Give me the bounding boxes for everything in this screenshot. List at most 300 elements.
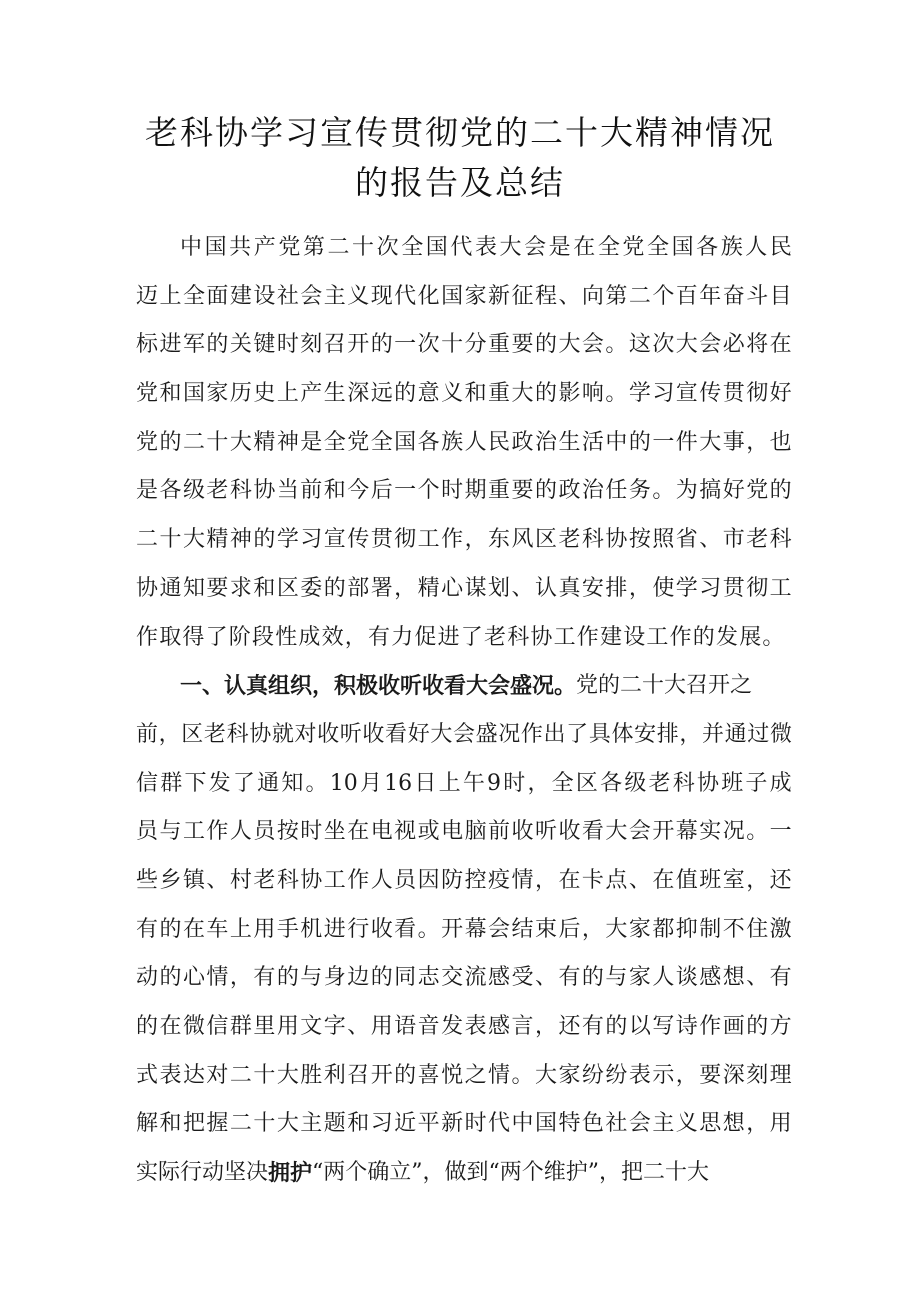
char: 习: [699, 575, 722, 601]
char: 有: [769, 965, 792, 991]
char: 代: [488, 1111, 511, 1137]
char: ，: [464, 527, 487, 553]
char: 思: [699, 1111, 722, 1137]
paragraph-1-line: [136, 273, 792, 322]
char: 按: [628, 527, 651, 553]
char: 当: [276, 478, 299, 504]
char: 排: [656, 721, 679, 747]
char: 的: [159, 429, 182, 455]
char: 群: [229, 1014, 252, 1039]
char: 协: [300, 867, 323, 893]
char: 风: [511, 527, 534, 553]
char: 神: [276, 429, 299, 455]
char: 十: [159, 527, 182, 553]
paragraph-2-line: [136, 1052, 792, 1101]
char: 谋: [464, 575, 487, 601]
char: 抑: [675, 916, 698, 942]
char: 级: [624, 770, 647, 796]
char: 音: [417, 1014, 440, 1039]
char: 车: [206, 916, 229, 942]
char: 时: [441, 478, 464, 504]
char: 、: [206, 867, 229, 893]
char: 流: [464, 965, 487, 991]
char: 住: [746, 916, 769, 942]
char: 大: [605, 916, 628, 942]
char: ，: [746, 429, 769, 455]
char: 好: [407, 721, 430, 747]
char: 月: [359, 770, 382, 796]
char: 心: [441, 575, 464, 601]
char: 。: [652, 478, 675, 504]
char: 收: [370, 916, 393, 942]
char: 排: [605, 575, 628, 601]
char: 民: [769, 235, 792, 260]
paragraph-2-line: [136, 808, 792, 857]
char: 党: [622, 235, 645, 260]
char: 的: [746, 1014, 769, 1039]
char: 求: [229, 575, 252, 601]
char: 在: [347, 819, 370, 845]
char: 学: [276, 527, 299, 553]
char: 文: [300, 1014, 323, 1039]
char: 召: [347, 1062, 370, 1088]
char: 任: [605, 478, 628, 504]
char: ，: [229, 965, 252, 991]
char: 会: [628, 819, 651, 845]
char: 人: [745, 235, 768, 260]
char: 二: [327, 235, 350, 260]
char: 认: [534, 575, 557, 601]
char: 特: [558, 1111, 581, 1137]
char: 字: [323, 1014, 346, 1039]
char: 画: [722, 1014, 745, 1039]
char: 历: [229, 381, 252, 407]
char: 将: [746, 332, 769, 358]
char: 示: [652, 1062, 675, 1088]
char: 结: [511, 916, 534, 942]
char: 协: [605, 527, 628, 553]
char: 况: [498, 721, 521, 747]
char: 署: [370, 575, 393, 601]
char: 时: [464, 1111, 487, 1137]
char: 班: [699, 867, 722, 893]
char: 今: [347, 478, 370, 504]
char: 义: [347, 283, 370, 309]
char: 的: [159, 965, 182, 991]
char: 纷: [581, 1062, 604, 1088]
char: 党: [347, 429, 370, 455]
char: 大: [276, 1111, 299, 1137]
char: 同: [394, 965, 417, 991]
paragraph-1-line: [136, 565, 792, 614]
char: 对: [206, 1062, 229, 1088]
char: 后: [370, 478, 393, 504]
char: 的: [253, 527, 276, 553]
char: 、: [746, 965, 769, 991]
char: 次: [376, 235, 399, 260]
char: 的: [769, 478, 792, 504]
char: 建: [229, 283, 252, 309]
char: 式: [136, 1062, 159, 1088]
paragraph-2-line: [136, 1100, 792, 1149]
char: 区: [181, 721, 204, 747]
char: 言: [511, 1014, 534, 1039]
char: 大: [229, 429, 252, 455]
char: 的: [534, 478, 557, 504]
char: 语: [394, 1014, 417, 1039]
char: 安: [581, 575, 604, 601]
char: 次: [417, 332, 440, 358]
char: 知: [182, 575, 205, 601]
char: 和: [323, 478, 346, 504]
char: 了: [566, 721, 589, 747]
paragraph-1-line: [136, 321, 792, 370]
char: 开: [441, 916, 464, 942]
char: 斗: [746, 283, 769, 309]
char: 意: [417, 381, 440, 407]
char: 是: [300, 429, 323, 455]
char: 成: [769, 770, 792, 796]
char: 上: [229, 916, 252, 942]
char: 主: [300, 1111, 323, 1137]
char: 关: [229, 332, 252, 358]
char: 信: [136, 770, 159, 796]
char: 过: [747, 721, 770, 747]
char: 主: [652, 1111, 675, 1137]
char: 志: [417, 965, 440, 991]
char: 学: [675, 575, 698, 601]
paragraph-2-line: [136, 1149, 792, 1198]
char: 控: [464, 867, 487, 893]
char: 大: [558, 332, 581, 358]
char: 会: [300, 283, 323, 309]
char: 的: [370, 332, 393, 358]
char: 会: [524, 235, 547, 260]
char: 值: [675, 867, 698, 893]
char: 进: [159, 332, 182, 358]
char: 国: [425, 235, 448, 260]
char: 午: [462, 770, 485, 796]
char: 传: [699, 381, 722, 407]
char: 在: [182, 916, 205, 942]
char: 党: [136, 429, 159, 455]
char: 因: [417, 867, 440, 893]
paragraph-1-line: [136, 224, 792, 273]
char: 十: [352, 235, 375, 260]
char: 工: [417, 527, 440, 553]
char: 收: [317, 721, 340, 747]
char: 近: [394, 1111, 417, 1137]
char: 通: [159, 575, 182, 601]
char: 用: [276, 1014, 299, 1039]
char: 全: [597, 235, 620, 260]
char: 产: [300, 381, 323, 407]
char: 时: [276, 332, 299, 358]
char: 习: [652, 381, 675, 407]
char: 员: [394, 867, 417, 893]
char: 各: [417, 429, 440, 455]
char: 的: [206, 332, 229, 358]
char: 科: [276, 867, 299, 893]
char: 情: [488, 1062, 511, 1088]
char: 员: [136, 819, 159, 845]
char: 老: [648, 770, 671, 796]
char: 搞: [699, 478, 722, 504]
char: 是: [548, 235, 571, 260]
char: ，: [679, 721, 702, 747]
char: 出: [543, 721, 566, 747]
char: 迈: [136, 283, 159, 309]
char: 生: [558, 429, 581, 455]
char: 二: [229, 1111, 252, 1137]
char: 响: [581, 381, 604, 407]
char: 和: [253, 575, 276, 601]
char: 分: [464, 332, 487, 358]
char: 实: [699, 819, 722, 845]
char: 老: [253, 867, 276, 893]
char: 解: [136, 1111, 159, 1137]
char: 知: [281, 770, 304, 796]
char: 或: [417, 819, 440, 845]
document-body: [136, 224, 792, 1198]
char: 协: [253, 478, 276, 504]
char: 。: [605, 332, 628, 358]
char: 新: [488, 283, 511, 309]
char: 好: [769, 381, 792, 407]
char: 代: [450, 235, 473, 260]
char: 大: [276, 1062, 299, 1088]
char: 开: [652, 819, 675, 845]
char: 省: [675, 527, 698, 553]
char: 国: [394, 429, 417, 455]
char: 人: [229, 819, 252, 845]
line-text: 实际行动坚决: [136, 1160, 269, 1186]
char: 工: [769, 575, 792, 601]
char: 色: [581, 1111, 604, 1137]
char: 具: [588, 721, 611, 747]
char: 各: [600, 770, 623, 796]
char: 前: [300, 478, 323, 504]
char: 安: [634, 721, 657, 747]
char: 军: [182, 332, 205, 358]
char: 精: [253, 429, 276, 455]
paragraph-2-line: [136, 954, 792, 1003]
char: 是: [136, 478, 159, 504]
char: 习: [300, 527, 323, 553]
char: 。: [305, 770, 328, 796]
char: 百: [675, 283, 698, 309]
char: 要: [699, 1062, 722, 1088]
char: 现: [370, 283, 393, 309]
char: 彻: [394, 527, 417, 553]
document-title: [0, 108, 920, 208]
char: 国: [534, 1111, 557, 1137]
char: 家: [558, 1062, 581, 1088]
char: 个: [652, 283, 675, 309]
char: 电: [441, 819, 464, 845]
char: 理: [769, 1062, 792, 1088]
line-text: “两个确立”，做到“两个维护”，把二十大: [312, 1160, 710, 1186]
char: 达: [182, 1062, 205, 1088]
char: 协: [249, 721, 272, 747]
char: ，: [534, 1014, 557, 1039]
char: 束: [534, 916, 557, 942]
char: 想: [722, 1111, 745, 1137]
char: 政: [558, 478, 581, 504]
char: 、: [628, 867, 651, 893]
char: 与: [159, 819, 182, 845]
char: ，: [746, 867, 769, 893]
char: 全: [370, 429, 393, 455]
char: 要: [206, 575, 229, 601]
char: 想: [722, 965, 745, 991]
char: 影: [558, 381, 581, 407]
char: 用: [769, 1111, 792, 1137]
char: 题: [323, 1111, 346, 1137]
char: 义: [675, 1111, 698, 1137]
char: 务: [628, 478, 651, 504]
char: 老: [558, 527, 581, 553]
char: 目: [769, 283, 792, 309]
char: 奋: [722, 283, 745, 309]
title-line-1: 老科协学习宣传贯彻党的二十大精神情况: [145, 113, 775, 152]
char: 与: [605, 965, 628, 991]
char: 情: [511, 867, 534, 893]
char: 卡: [581, 867, 604, 893]
char: 下: [184, 770, 207, 796]
char: 活: [581, 429, 604, 455]
char: 看: [581, 819, 604, 845]
char: 老: [206, 478, 229, 504]
char: 员: [253, 819, 276, 845]
char: 征: [511, 283, 534, 309]
char: 用: [370, 1014, 393, 1039]
char: 的: [136, 1014, 159, 1039]
char: 谈: [675, 965, 698, 991]
char: 彻: [746, 575, 769, 601]
char: 大: [699, 429, 722, 455]
char: 十: [206, 429, 229, 455]
char: ，: [628, 575, 651, 601]
line-text: 作取得了阶段性成效，有力促进了老科协工作建设工作的发展。: [136, 624, 786, 650]
char: 发: [208, 770, 231, 796]
char: 子: [745, 770, 768, 796]
char: ，: [675, 1062, 698, 1088]
char: 感: [488, 1014, 511, 1039]
char: 这: [628, 332, 651, 358]
char: 激: [769, 916, 792, 942]
char: 情: [206, 965, 229, 991]
char: 刻: [300, 332, 323, 358]
char: 表: [159, 1062, 182, 1088]
paragraph-2-line: [136, 662, 792, 711]
char: 主: [323, 283, 346, 309]
char: 、: [347, 1014, 370, 1039]
char: 还: [558, 1014, 581, 1039]
char: 和: [464, 381, 487, 407]
char: 真: [558, 575, 581, 601]
char: 。: [605, 381, 628, 407]
char: 表: [628, 1062, 651, 1088]
char: 要: [511, 332, 534, 358]
char: 。: [746, 819, 769, 845]
char: 族: [720, 235, 743, 260]
char: 要: [511, 478, 534, 504]
char: 全: [323, 429, 346, 455]
char: 动: [136, 965, 159, 991]
char: 大: [182, 527, 205, 553]
char: 和: [159, 381, 182, 407]
char: 大: [675, 332, 698, 358]
char: 重: [488, 478, 511, 504]
char: 。: [417, 916, 440, 942]
char: 作: [520, 721, 543, 747]
char: 党: [746, 478, 769, 504]
char: 感: [699, 965, 722, 991]
char: 了: [232, 770, 255, 796]
char: 贯: [722, 575, 745, 601]
char: 16: [384, 770, 413, 796]
char: 视: [394, 819, 417, 845]
char: 况: [722, 819, 745, 845]
section-heading: 一、认真组织，积极收听收看大会盛况。: [180, 673, 577, 700]
paragraph-2-line: [136, 857, 792, 906]
char: 各: [696, 235, 719, 260]
char: 协: [136, 575, 159, 601]
char: 幕: [675, 819, 698, 845]
char: 的: [276, 965, 299, 991]
char: 前: [488, 819, 511, 845]
char: 面: [206, 283, 229, 309]
char: 收: [558, 819, 581, 845]
char: 信: [206, 1014, 229, 1039]
char: 看: [385, 721, 408, 747]
char: 会: [452, 721, 475, 747]
char: 个: [417, 478, 440, 504]
char: 看: [394, 916, 417, 942]
char: 脑: [464, 819, 487, 845]
char: 大: [511, 381, 534, 407]
char: 设: [253, 283, 276, 309]
char: 表: [474, 235, 497, 260]
char: 部: [347, 575, 370, 601]
char: 人: [370, 867, 393, 893]
char: 级: [182, 478, 205, 504]
char: 必: [722, 332, 745, 358]
char: 作: [441, 527, 464, 553]
char: 社: [605, 1111, 628, 1137]
char: 之: [464, 1062, 487, 1088]
char: 日: [414, 770, 437, 796]
paragraph-1-line: [136, 467, 792, 516]
char: 各: [159, 478, 182, 504]
char: 不: [722, 916, 745, 942]
char: 体: [611, 721, 634, 747]
char: 老: [746, 527, 769, 553]
char: ，: [581, 916, 604, 942]
char: 贯: [722, 381, 745, 407]
char: 委: [300, 575, 323, 601]
char: 远: [370, 381, 393, 407]
char: 作: [206, 819, 229, 845]
char: 划: [488, 575, 511, 601]
char: 的: [534, 332, 557, 358]
char: 科: [226, 721, 249, 747]
bold-text: 拥护: [268, 1160, 313, 1187]
char: 会: [581, 332, 604, 358]
char: 政: [511, 429, 534, 455]
char: 全: [401, 235, 424, 260]
